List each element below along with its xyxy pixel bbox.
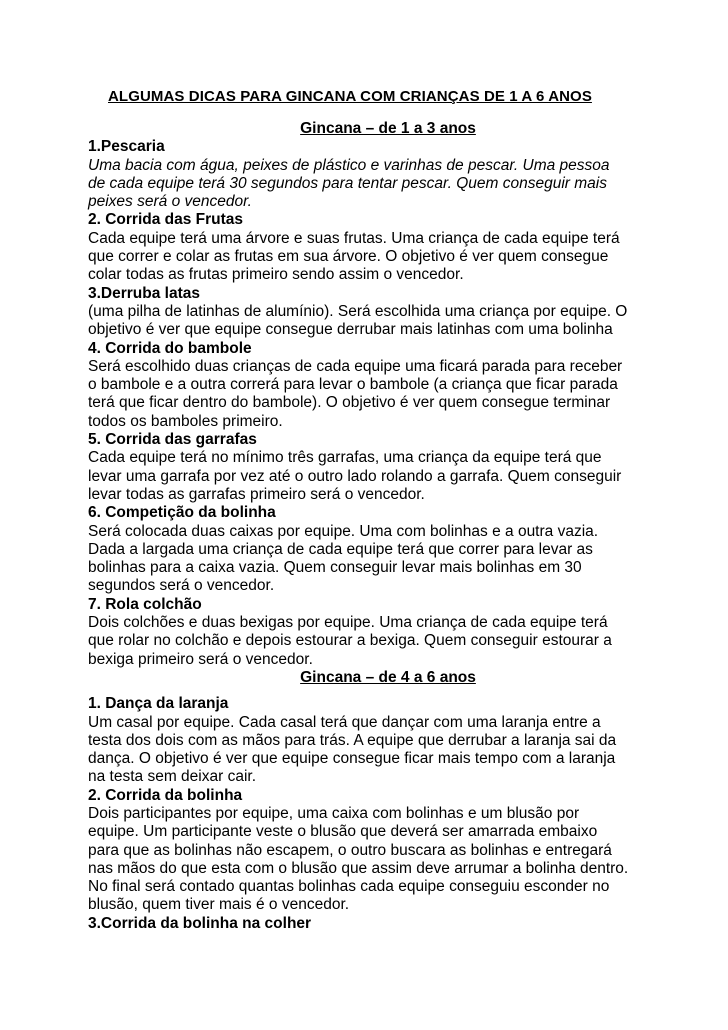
- item-text-line: bexiga primeiro será o vencedor.: [88, 650, 313, 668]
- item-title: 6. Competição da bolinha: [88, 504, 276, 522]
- item-text-line: Dois colchões e duas bexigas por equipe. Uma criança de cada equipe terá: [88, 614, 608, 632]
- spacer: [88, 687, 648, 695]
- item-text-line: Uma bacia com água, peixes de plástico e varinhas de pescar. Uma pessoa: [88, 156, 610, 174]
- item-text-line: para que as bolinhas não escapem, o outro buscara as bolinhas e entregará: [88, 841, 612, 859]
- item-text-line: bolinhas para a caixa vazia. Quem conseguir levar mais bolinhas em 30: [88, 559, 582, 577]
- item-title: 3.Derruba latas: [88, 284, 200, 302]
- item-text-line: (uma pilha de latinhas de alumínio). Será escolhida uma criança por equipe. O: [88, 302, 628, 320]
- item-text-line: que rolar no colchão e depois estourar a bexiga. Quem conseguir estourar a: [88, 632, 612, 650]
- item-text-line: segundos será o vencedor.: [88, 577, 275, 595]
- item-text-line: Cada equipe terá no mínimo três garrafas, uma criança da equipe terá que: [88, 449, 602, 467]
- item-text-line: todos os bamboles primeiro.: [88, 412, 283, 430]
- item-text-line: dança. O objetivo é ver que equipe consegue ficar mais tempo com a laranja: [88, 750, 616, 768]
- item-text-line: terá que ficar dentro do bambole). O objetivo é ver quem consegue terminar: [88, 394, 611, 412]
- item-text-line: de cada equipe terá 30 segundos para tentar pescar. Quem conseguir mais: [88, 174, 607, 192]
- item-text-line: colar todas as frutas primeiro sendo assim o vencedor.: [88, 266, 464, 284]
- section-heading-4-6-anos: Gincana – de 4 a 6 anos: [300, 668, 476, 686]
- item-text-line: que correr e colar as frutas em sua árvore. O objetivo é ver quem consegue: [88, 248, 609, 266]
- item-text-line: blusão, quem tiver mais é o vencedor.: [88, 896, 350, 914]
- item-title: 1. Dança da laranja: [88, 695, 229, 713]
- item-title: 4. Corrida do bambole: [88, 339, 252, 357]
- item-text-line: Será escolhido duas crianças de cada equipe uma ficará parada para receber: [88, 357, 623, 375]
- item-text-line: na testa sem deixar cair.: [88, 768, 256, 786]
- section-1-items: [88, 138, 648, 669]
- item-title: 2. Corrida das Frutas: [88, 211, 244, 229]
- item-text-line: objetivo é ver que equipe consegue derrubar mais latinhas com uma bolinha: [88, 321, 613, 339]
- document-title: ALGUMAS DICAS PARA GINCANA COM CRIANÇAS DE 1 A 6 ANOS: [108, 88, 592, 105]
- item-text-line: levar todas as garrafas primeiro será o vencedor.: [88, 485, 425, 503]
- item-title: 5. Corrida das garrafas: [88, 431, 257, 449]
- section-heading-1-3-anos: Gincana – de 1 a 3 anos: [300, 120, 476, 137]
- section-2-items: [88, 695, 648, 933]
- item-text-line: Dois participantes por equipe, uma caixa com bolinhas e um blusão por: [88, 804, 580, 822]
- item-text-line: testa dos dois com as mãos para trás. A equipe que derrubar a laranja sai da: [88, 731, 617, 749]
- item-text-line: o bambole e a outra correrá para levar o bambole (a criança que ficar parada: [88, 376, 618, 394]
- item-text-line: nas mãos do que esta com o blusão que assim deve arrumar a bolinha dentro.: [88, 859, 629, 877]
- item-text-line: levar uma garrafa por vez até o outro lado rolando a garrafa. Quem conseguir: [88, 467, 622, 485]
- item-title: 1.Pescaria: [88, 138, 165, 156]
- item-text-line: Será colocada duas caixas por equipe. Uma com bolinhas e a outra vazia.: [88, 522, 599, 540]
- item-title: 7. Rola colchão: [88, 595, 202, 613]
- item-text-line: Cada equipe terá uma árvore e suas frutas. Uma criança de cada equipe terá: [88, 229, 620, 247]
- item-text-line: Dada a largada uma criança de cada equipe terá que correr para levar as: [88, 540, 593, 558]
- item-title: 3.Corrida da bolinha na colher: [88, 914, 312, 932]
- item-text-line: Um casal por equipe. Cada casal terá que dançar com uma laranja entre a: [88, 713, 601, 731]
- item-title: 2. Corrida da bolinha: [88, 786, 243, 804]
- document-body: [88, 120, 648, 933]
- item-text-line: peixes será o vencedor.: [88, 193, 252, 211]
- item-text-line: No final será contado quantas bolinhas cada equipe conseguiu esconder no: [88, 878, 610, 896]
- item-text-line: equipe. Um participante veste o blusão que deverá ser amarrada embaixo: [88, 823, 598, 841]
